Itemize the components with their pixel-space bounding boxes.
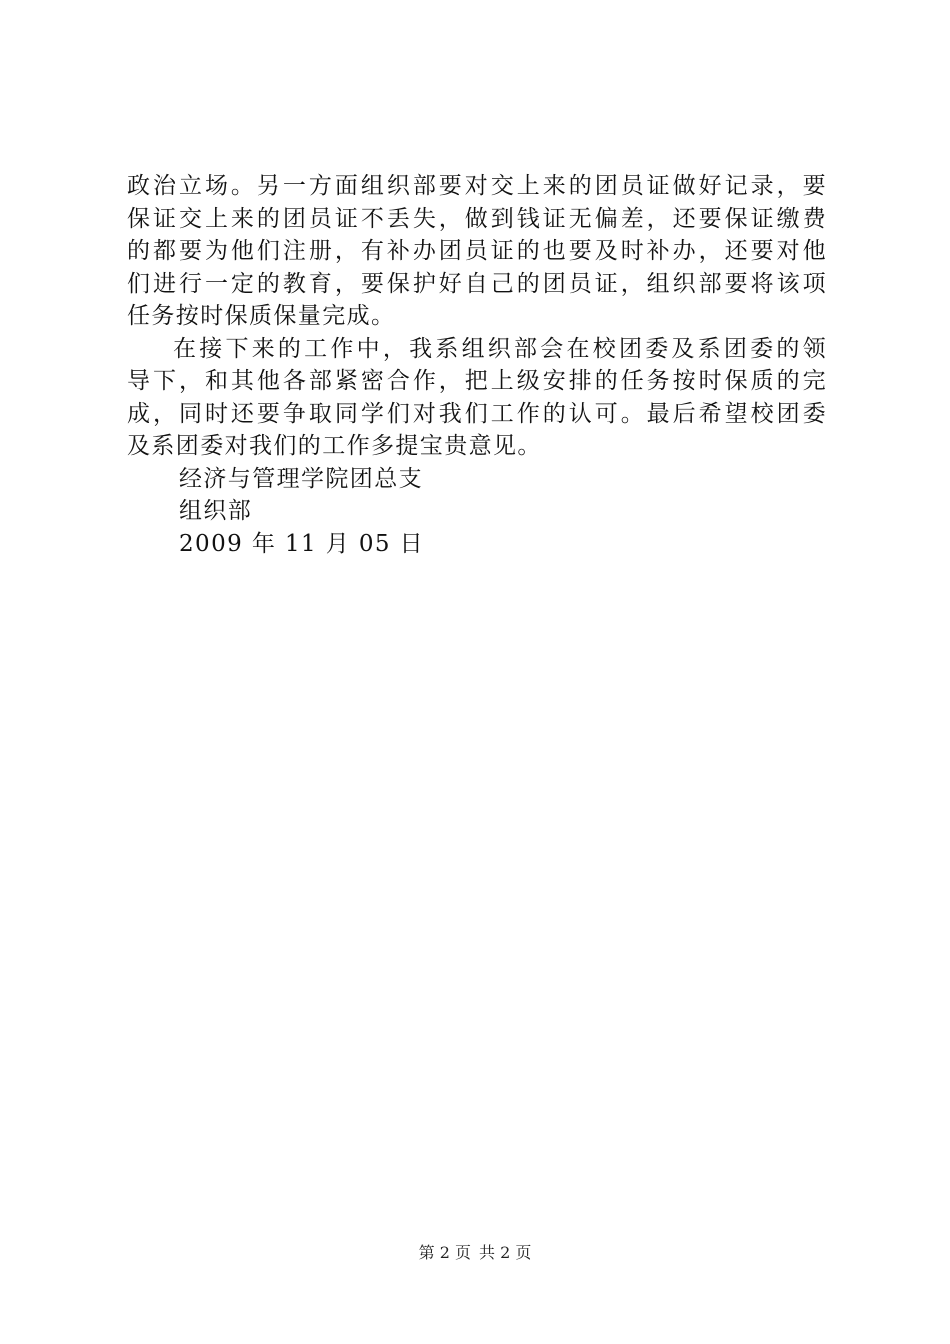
page-total: 共 2 页 bbox=[479, 1243, 532, 1262]
paragraph-line: 及系团委对我们的工作多提宝贵意见。 bbox=[127, 433, 542, 459]
page-number: 第 2 页 bbox=[418, 1243, 471, 1262]
paragraph-line: 政治立场。另一方面组织部要对交上来的团员证做好记录，要 bbox=[127, 173, 827, 199]
paragraph-line: 任务按时保质保量完成。 bbox=[127, 303, 396, 329]
paragraph-line: 成，同时还要争取同学们对我们工作的认可。最后希望校团委 bbox=[127, 400, 827, 427]
signature-organization: 经济与管理学院团总支 bbox=[179, 465, 423, 492]
paragraph-line: 的都要为他们注册，有补办团员证的也要及时补办，还要对他 bbox=[127, 238, 827, 264]
signature-department: 组织部 bbox=[179, 498, 253, 524]
paragraph-line: 导下，和其他各部紧密合作，把上级安排的任务按时保质的完 bbox=[127, 368, 827, 394]
document-body bbox=[127, 170, 827, 560]
paragraph-line: 在接下来的工作中，我系组织部会在校团委及系团委的领 bbox=[173, 335, 827, 362]
signature-date: 2009 年 11 月 05 日 bbox=[179, 530, 425, 557]
page-footer bbox=[0, 1242, 950, 1264]
paragraph-line: 保证交上来的团员证不丢失，做到钱证无偏差，还要保证缴费 bbox=[127, 205, 827, 232]
paragraph-line: 们进行一定的教育，要保护好自己的团员证，组织部要将该项 bbox=[127, 270, 827, 297]
